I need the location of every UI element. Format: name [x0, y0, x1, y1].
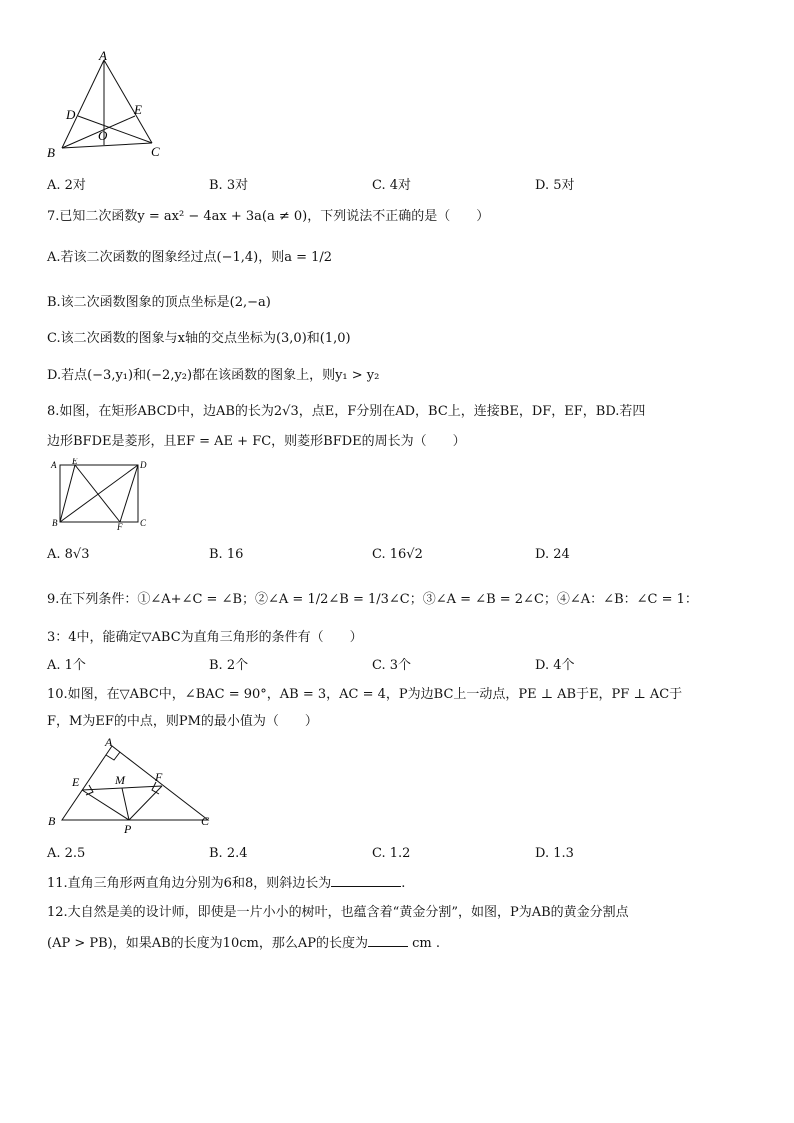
- label-M: M: [115, 773, 125, 787]
- q6-option-b: B. 3对: [209, 178, 249, 193]
- q6-option-c: C. 4对: [372, 178, 412, 193]
- label-E: E: [72, 458, 78, 466]
- q8-option-c: C. 16√2: [372, 547, 423, 562]
- q8-stem-line1: 8.如图，在矩形ABCD中，边AB的长为2√3，点E，F分别在AD，BC上，连接BE，DF，EF，BD.若四: [47, 404, 646, 419]
- label-C: C: [151, 144, 160, 159]
- q9-stem-line1: 9.在下列条件：①∠A+∠C = ∠B；②∠A = 1/2∠B = 1/3∠C；③∠A = ∠B = 2∠C；④∠A：∠B：∠C = 1：: [47, 592, 698, 607]
- label-B: B: [48, 814, 56, 828]
- q9-option-c: C. 3个: [372, 658, 412, 673]
- q10-stem-line1: 10.如图，在▽ABC中，∠BAC = 90°，AB = 3，AC = 4，P为边BC上一动点，PE ⊥ AB于E，PF ⊥ AC于: [47, 687, 683, 702]
- q10-option-a: A. 2.5: [47, 846, 86, 861]
- q12-stem-line1: 12.大自然是美的设计师，即使是一片小小的树叶，也蕴含着“黄金分割”，如图，P为AB的黄金分割点: [47, 905, 629, 920]
- q12-stem-line2: (AP > PB)，如果AB的长度为10cm，那么AP的长度为: [47, 936, 368, 951]
- figure-q10-triangle: [40, 734, 220, 836]
- q9-stem-line2: 3：4中，能确定▽ABC为直角三角形的条件有（ ）: [47, 630, 363, 645]
- q7-option-a: A.若该二次函数的图象经过点(−1,4)，则a = 1/2: [47, 250, 333, 265]
- q8-option-b: B. 16: [209, 547, 244, 562]
- q10-option-d: D. 1.3: [535, 846, 574, 861]
- q11-end: .: [401, 876, 406, 891]
- q8-option-a: A. 8√3: [47, 547, 90, 562]
- q8-stem-line2: 边形BFDE是菱形，且EF = AE + FC，则菱形BFDE的周长为（ ）: [47, 434, 466, 449]
- label-D: D: [66, 107, 76, 122]
- label-A: A: [99, 48, 107, 63]
- label-F: F: [155, 770, 163, 784]
- figure-q6-triangle: [40, 48, 170, 163]
- q11-stem: 11.直角三角形两直角边分别为6和8，则斜边长为: [47, 876, 332, 891]
- figure-q8-rectangle: [48, 458, 158, 530]
- q9-option-d: D. 4个: [535, 658, 575, 673]
- label-A: A: [105, 735, 113, 749]
- q9-option-a: A. 1个: [47, 658, 86, 673]
- q11-answer-blank[interactable]: [331, 874, 401, 887]
- label-C: C: [140, 518, 147, 528]
- q12-end: cm .: [407, 936, 440, 951]
- q7-option-b: B.该二次函数图象的顶点坐标是(2,−a): [47, 295, 271, 310]
- q6-option-d: D. 5对: [535, 178, 575, 193]
- q7-option-d: D.若点(−3,y₁)和(−2,y₂)都在该函数的图象上，则y₁ > y₂: [47, 368, 380, 383]
- label-O: O: [98, 128, 108, 143]
- label-C: C: [201, 814, 210, 828]
- label-F: F: [117, 522, 123, 530]
- label-P: P: [124, 822, 132, 836]
- q11-line: [47, 872, 405, 891]
- q6-option-a: A. 2对: [47, 178, 86, 193]
- label-D: D: [140, 460, 147, 470]
- label-E: E: [72, 775, 80, 789]
- label-A: A: [51, 460, 57, 470]
- q12-line2: [47, 932, 440, 951]
- q12-answer-blank[interactable]: [368, 934, 408, 947]
- q9-option-b: B. 2个: [209, 658, 249, 673]
- label-B: B: [52, 518, 58, 528]
- q7-stem: 7.已知二次函数y = ax² − 4ax + 3a(a ≠ 0)，下列说法不正确的是（ ）: [47, 209, 490, 224]
- q10-stem-line2: F，M为EF的中点，则PM的最小值为（ ）: [47, 714, 318, 729]
- q7-option-c: C.该二次函数的图象与x轴的交点坐标为(3,0)和(1,0): [47, 331, 351, 346]
- q10-option-b: B. 2.4: [209, 846, 248, 861]
- q8-option-d: D. 24: [535, 547, 570, 562]
- label-E: E: [134, 102, 142, 117]
- label-B: B: [47, 145, 55, 160]
- q10-option-c: C. 1.2: [372, 846, 411, 861]
